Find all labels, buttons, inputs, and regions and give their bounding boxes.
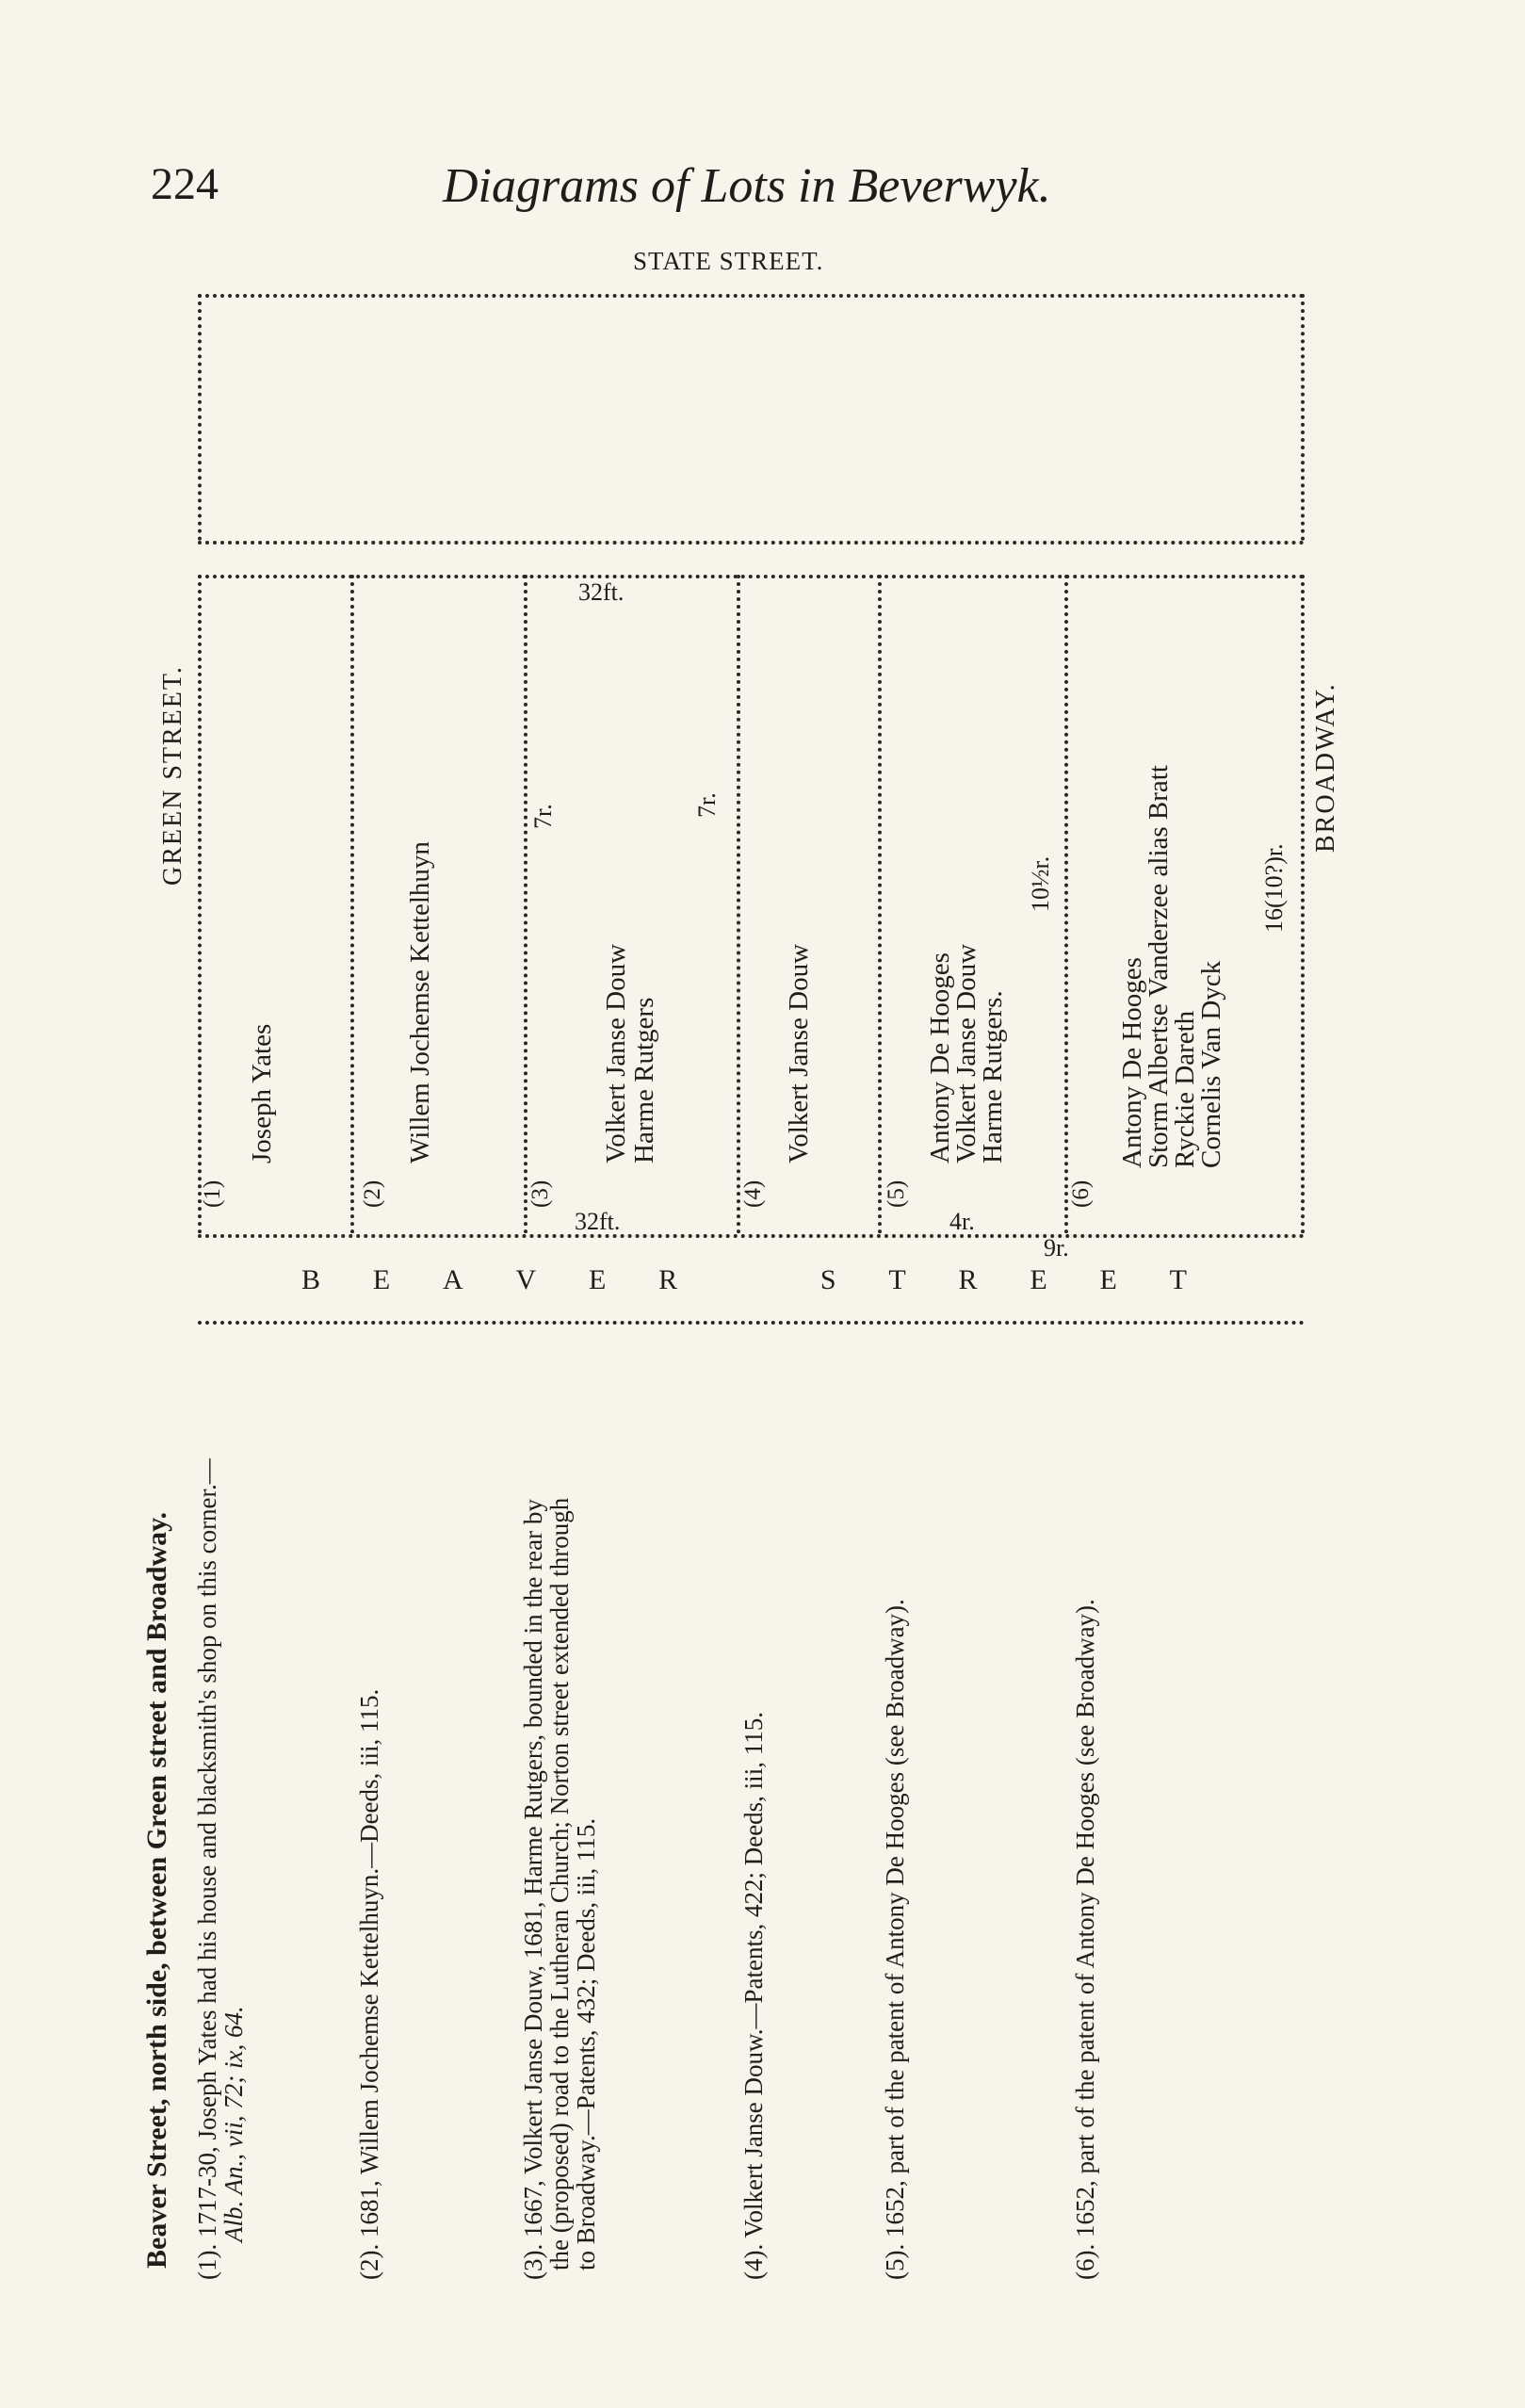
running-title: Diagrams of Lots in Beverwyk. [443,159,1051,213]
note-1-line-2: Alb. An., vii, 72; ix, 64. [219,2006,248,2242]
lot-6-owner-2-text: Storm Albertse Vanderzee alias Bratt [1144,765,1174,1168]
lot-3-number: (3) [527,1180,553,1208]
lot-1-owner: Joseph Yates [247,1023,277,1163]
beaver-letter: R [658,1264,678,1295]
note-3-line-3: to Broadway.—Patents, 432; Deeds, iii, 115. [572,1817,600,2270]
lot-3-top-measure: 32ft. [578,578,625,606]
beaver-letter: B [301,1264,321,1295]
street-letter: E [1099,1264,1117,1295]
lot-5-number: (5) [884,1180,909,1208]
street-letter: R [958,1264,978,1295]
lot-5-owner-2: Volkert Janse Douw [951,943,982,1163]
beaver-letter: V [515,1264,537,1295]
lot-6-number: (6) [1068,1180,1094,1208]
note-4: (4). Volkert Janse Douw.—Patents, 422; Deeds, iii, 115. [739,1712,768,2280]
beaver-street-far-line [198,1321,1305,1325]
lot-2-number: (2) [360,1180,385,1208]
lot-3-owner-1: Volkert Janse Douw [601,943,631,1163]
state-block-left-line [198,294,202,541]
lot-4-owner: Volkert Janse Douw [784,943,814,1163]
broadway-line [1301,575,1305,1234]
street-letter: T [888,1264,906,1295]
lot-divider-4-5 [878,575,882,1234]
lot-3-bottom-measure: 32ft. [575,1208,621,1235]
lot-5-owner-3: Harme Rutgers. [978,990,1008,1163]
street-letter: S [819,1264,836,1295]
note-1-line-1: (1). 1717-30, Joseph Yates had his house and blacksmith's shop on this corner.— [193,1458,221,2280]
notes-heading: Beaver Street, north side, between Green street and Broadway. [141,1512,172,2269]
lot-6-owner-2 [1145,765,1173,1168]
lot-4-number: (4) [740,1180,766,1208]
green-street-label: GREEN STREET. [158,665,187,886]
lot-6-owner-1: Antony De Hooges [1117,957,1147,1168]
lot-5-owner-1: Antony De Hooges [925,952,955,1163]
lot-2-owner: Willem Jochemse Kettelhuyn [405,841,435,1163]
street-letter: T [1169,1264,1187,1295]
lots-top-line [198,575,1305,578]
lot-divider-5-6 [1064,575,1068,1234]
beaver-street-label [301,1264,1187,1296]
state-street-top-line [198,294,1305,298]
street-letter: E [1030,1264,1047,1295]
lot-3-side-a: 7r. [529,804,557,829]
lot-5-bottom-measure: 4r. [949,1208,975,1235]
lot-3-owner-2: Harme Rutgers [629,997,659,1163]
lots-bottom-line [198,1234,1305,1238]
lot-6-owner-4: Cornelis Van Dyck [1196,960,1226,1168]
note-5: (5). 1652, part of the patent of Antony De Hooges (see Broadway). [881,1599,909,2280]
lot-3-side-b: 7r. [693,792,721,818]
state-block-right-line [1301,294,1305,541]
lot-divider-2-3 [524,575,527,1234]
lot-6-bottom-measure: 9r. [1044,1234,1069,1261]
beaver-letter: A [443,1264,463,1295]
note-3-line-1: (3). 1667, Volkert Janse Douw, 1681, Harme Rutgers, bounded in the rear by [519,1499,547,2280]
lot-divider-1-2 [350,575,354,1234]
beaver-letter: E [589,1264,607,1295]
note-3-line-2: the (proposed) road to the Lutheran Church; Norton street extended through [545,1497,574,2270]
lot-5-side-measure: 10½r. [1027,855,1054,912]
lot-1-number: (1) [200,1180,225,1208]
lot-divider-3-4 [737,575,740,1234]
green-street-line [198,575,202,1234]
broadway-label: BROADWAY. [1311,682,1340,853]
note-6: (6). 1652, part of the patent of Antony De Hooges (see Broadway). [1071,1599,1099,2280]
state-block-bottom-line [198,541,1305,545]
state-street-label: STATE STREET. [633,247,824,275]
lot-6-owner-3: Ryckie Dareth [1170,1010,1200,1168]
beaver-letter: E [372,1264,391,1295]
page-number: 224 [151,159,219,209]
lot-6-side-measure: 16(10?)r. [1260,843,1288,933]
note-2: (2). 1681, Willem Jochemse Kettelhuyn.—Deeds, iii, 115. [355,1688,383,2280]
